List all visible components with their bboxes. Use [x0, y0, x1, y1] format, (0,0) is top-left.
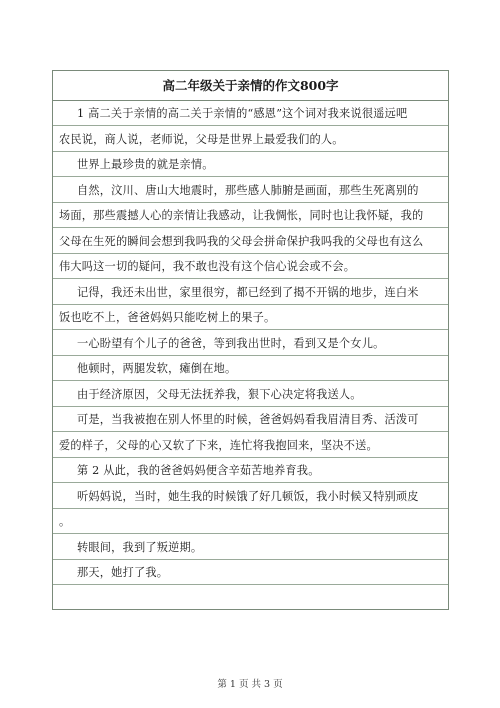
text-line	[53, 484, 448, 509]
text-line	[53, 280, 448, 305]
text-line	[53, 101, 448, 126]
text-line-content: 爱的样子，父母的心又软了下来，连忙将我抱回来，坚决不送。	[59, 438, 378, 452]
text-line	[53, 535, 448, 560]
text-line	[53, 254, 448, 279]
text-line	[53, 560, 448, 585]
text-line	[53, 127, 448, 152]
text-line	[53, 356, 448, 381]
text-line-content: 由于经济原因，父母无法抚养我，狠下心决定将我送人。	[77, 387, 362, 401]
text-line	[53, 407, 448, 432]
text-line	[53, 382, 448, 407]
text-line-content: 一心盼望有个儿子的爸爸，等到我出世时，看到又是个女儿。	[77, 336, 385, 350]
text-line	[53, 509, 448, 534]
text-line-content: 转眼间，我到了叛逆期。	[77, 540, 203, 554]
text-line-content: 父母在生死的瞬间会想到我吗我的父母会拼命保护我吗我的父母也有这么	[59, 234, 424, 248]
text-line-content: 饭也吃不上，爸爸妈妈只能吃树上的果子。	[59, 311, 276, 324]
text-line	[53, 331, 448, 356]
text-line-content: 记得，我还未出世，家里很穷，都已经到了揭不开锅的地步，连白米	[77, 285, 419, 299]
text-line-content: 农民说，商人说，老师说，父母是世界上最爱我们的人。	[59, 132, 344, 146]
text-line-content: 。	[59, 515, 71, 528]
text-line-content: 世界上最珍贵的就是亲情。	[77, 158, 214, 171]
text-line	[53, 178, 448, 203]
text-line-content: 他顿时，两腿发软，瘫倒在地。	[77, 362, 237, 375]
text-line-content: 那天，她打了我。	[77, 566, 169, 579]
text-line	[53, 433, 448, 458]
document-sheet	[52, 70, 449, 610]
text-line-content: 场面，那些震撼人心的亲情让我感动，让我惆怅，同时也让我怀疑，我的	[59, 209, 424, 222]
text-line	[53, 203, 448, 228]
text-line	[53, 229, 448, 254]
page-footer: 第 1 页 共 3 页	[217, 679, 283, 690]
text-line	[53, 305, 448, 330]
text-line-content: 伟大吗这一切的疑问，我不敢也没有这个信心说会或不会。	[59, 260, 356, 273]
text-line-content: 1 高二关于亲情的高二关于亲情的“感恩”这个词对我来说很遥远吧	[77, 107, 408, 120]
document-title: 高二年级关于亲情的作文800字	[53, 71, 448, 101]
text-line-content: 听妈妈说，当时，她生我的时候饿了好几顿饭，我小时候又特别顽皮	[77, 489, 419, 503]
text-line-content: 可是，当我被抱在别人怀里的时候，爸爸妈妈看我眉清目秀、活泼可	[77, 413, 419, 426]
text-line	[53, 458, 448, 483]
text-line	[53, 152, 448, 177]
text-line-content: 自然，汶川、唐山大地震时，那些感人肺腑是画面，那些生死离别的	[77, 183, 419, 197]
text-line-content: 第 2 从此，我的爸爸妈妈便含辛茹苦地养育我。	[77, 464, 320, 477]
